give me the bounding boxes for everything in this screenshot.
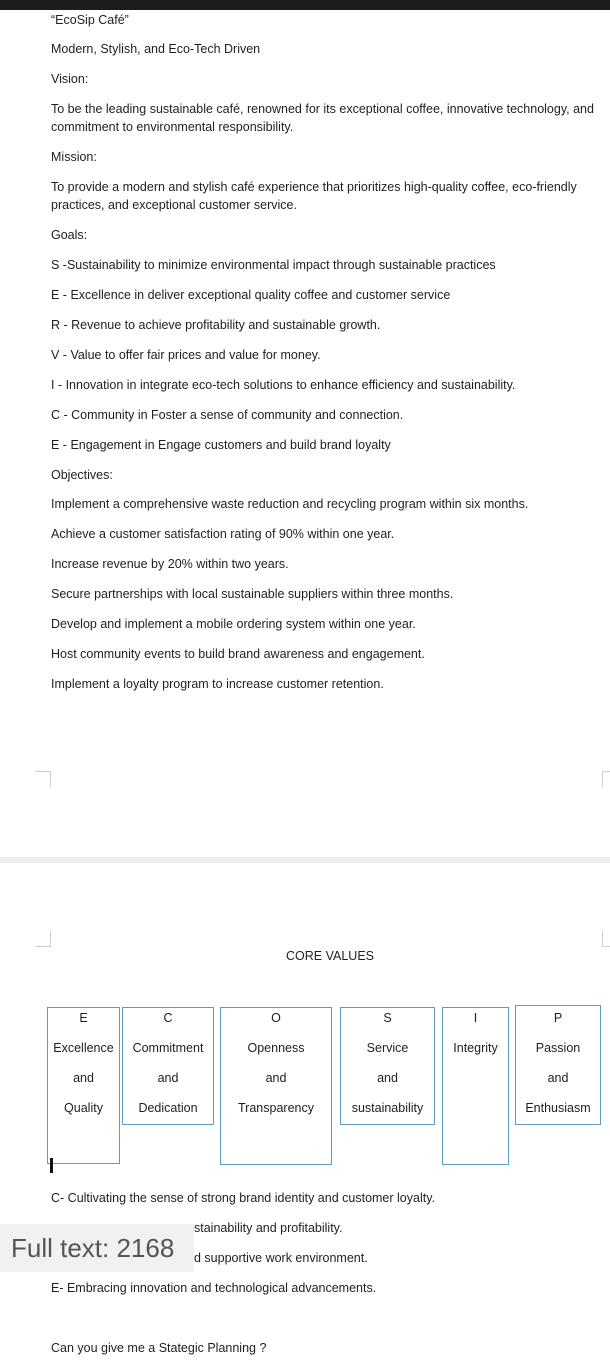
user-question: Can you give me a Stategic Planning ?	[51, 1341, 267, 1355]
core-value-word: sustainability	[351, 1101, 424, 1115]
core-value-word: Enthusiasm	[525, 1101, 591, 1115]
core-value-word: Passion	[535, 1041, 581, 1055]
objective-item: Achieve a customer satisfaction rating of 90% within one year.	[51, 527, 395, 541]
goal-item: E - Excellence in deliver exceptional quality coffee and customer service	[51, 288, 451, 302]
value-explanation-partial: stainability and profitability.	[194, 1221, 343, 1235]
core-value-word: and	[377, 1071, 398, 1085]
core-value-cell-p	[515, 1005, 601, 1125]
core-value-cell-s	[340, 1007, 435, 1125]
objective-item: Host community events to build brand awareness and engagement.	[51, 647, 425, 661]
objective-item: Implement a comprehensive waste reduction and recycling program within six months.	[51, 497, 529, 511]
objective-item: Increase revenue by 20% within two years.	[51, 557, 289, 571]
value-explanation-partial: d supportive work environment.	[194, 1251, 368, 1265]
core-value-letter: E	[79, 1011, 88, 1025]
core-value-word: Transparency	[238, 1101, 314, 1115]
core-value-word: Dedication	[138, 1101, 198, 1115]
vision-label: Vision:	[51, 72, 89, 86]
page-corner-mark	[602, 931, 610, 947]
text-cursor	[50, 1158, 53, 1173]
core-values-heading: CORE VALUES	[286, 949, 374, 963]
core-value-word: Openness	[247, 1041, 305, 1055]
goal-item: I - Innovation in integrate eco-tech solutions to enhance efficiency and sustainability.	[51, 378, 516, 392]
page-corner-mark	[35, 771, 51, 787]
page-corner-mark	[35, 931, 51, 947]
document-title: “EcoSip Café”	[51, 13, 129, 27]
core-value-letter: O	[271, 1011, 281, 1025]
goal-item: V - Value to offer fair prices and value for money.	[51, 348, 321, 362]
core-value-word: Service	[366, 1041, 409, 1055]
core-value-cell-o	[220, 1007, 332, 1165]
page-break	[0, 857, 610, 863]
goals-label: Goals:	[51, 228, 88, 242]
core-value-letter: S	[383, 1011, 392, 1025]
value-explanation-c: C- Cultivating the sense of strong brand identity and customer loyalty.	[51, 1191, 435, 1205]
core-value-letter: C	[163, 1011, 173, 1025]
goal-item: R - Revenue to achieve profitability and sustainable growth.	[51, 318, 381, 332]
value-explanation-e: E- Embracing innovation and technological advancements.	[51, 1281, 377, 1295]
goal-item: C - Community in Foster a sense of community and connection.	[51, 408, 404, 422]
core-value-letter: I	[473, 1011, 478, 1025]
core-value-cell-i	[442, 1007, 509, 1165]
core-value-word: and	[73, 1071, 94, 1085]
objective-item: Secure partnerships with local sustainable suppliers within three months.	[51, 587, 454, 601]
tagline: Modern, Stylish, and Eco-Tech Driven	[51, 42, 261, 56]
core-value-letter: P	[553, 1011, 563, 1025]
objective-item: Implement a loyalty program to increase customer retention.	[51, 677, 384, 691]
core-value-cell-e	[47, 1007, 120, 1164]
vision-text: To be the leading sustainable café, renowned for its exceptional coffee, innovative technology, and commitment to environmental responsibility.	[51, 102, 594, 134]
objective-item: Develop and implement a mobile ordering system within one year.	[51, 617, 416, 631]
core-value-cell-c	[122, 1007, 214, 1125]
goal-item: E - Engagement in Engage customers and build brand loyalty	[51, 438, 391, 452]
page-corner-mark	[602, 771, 610, 787]
core-value-word: Integrity	[453, 1041, 498, 1055]
mission-label: Mission:	[51, 150, 97, 164]
objectives-label: Objectives:	[51, 468, 113, 482]
core-value-word: Quality	[64, 1101, 103, 1115]
full-text-overlay[interactable]: Full text: 2168	[0, 1224, 194, 1272]
core-value-word: Commitment	[132, 1041, 204, 1055]
top-status-bar	[0, 0, 610, 10]
core-value-word: and	[265, 1071, 287, 1085]
core-value-word: and	[157, 1071, 179, 1085]
goal-item: S -Sustainability to minimize environmental impact through sustainable practices	[51, 258, 496, 272]
mission-text: To provide a modern and stylish café experience that prioritizes high-quality coffee, eco-friendly practices, and exceptional customer service.	[51, 180, 577, 212]
core-value-word: Excellence	[53, 1041, 114, 1055]
core-value-word: and	[547, 1071, 569, 1085]
